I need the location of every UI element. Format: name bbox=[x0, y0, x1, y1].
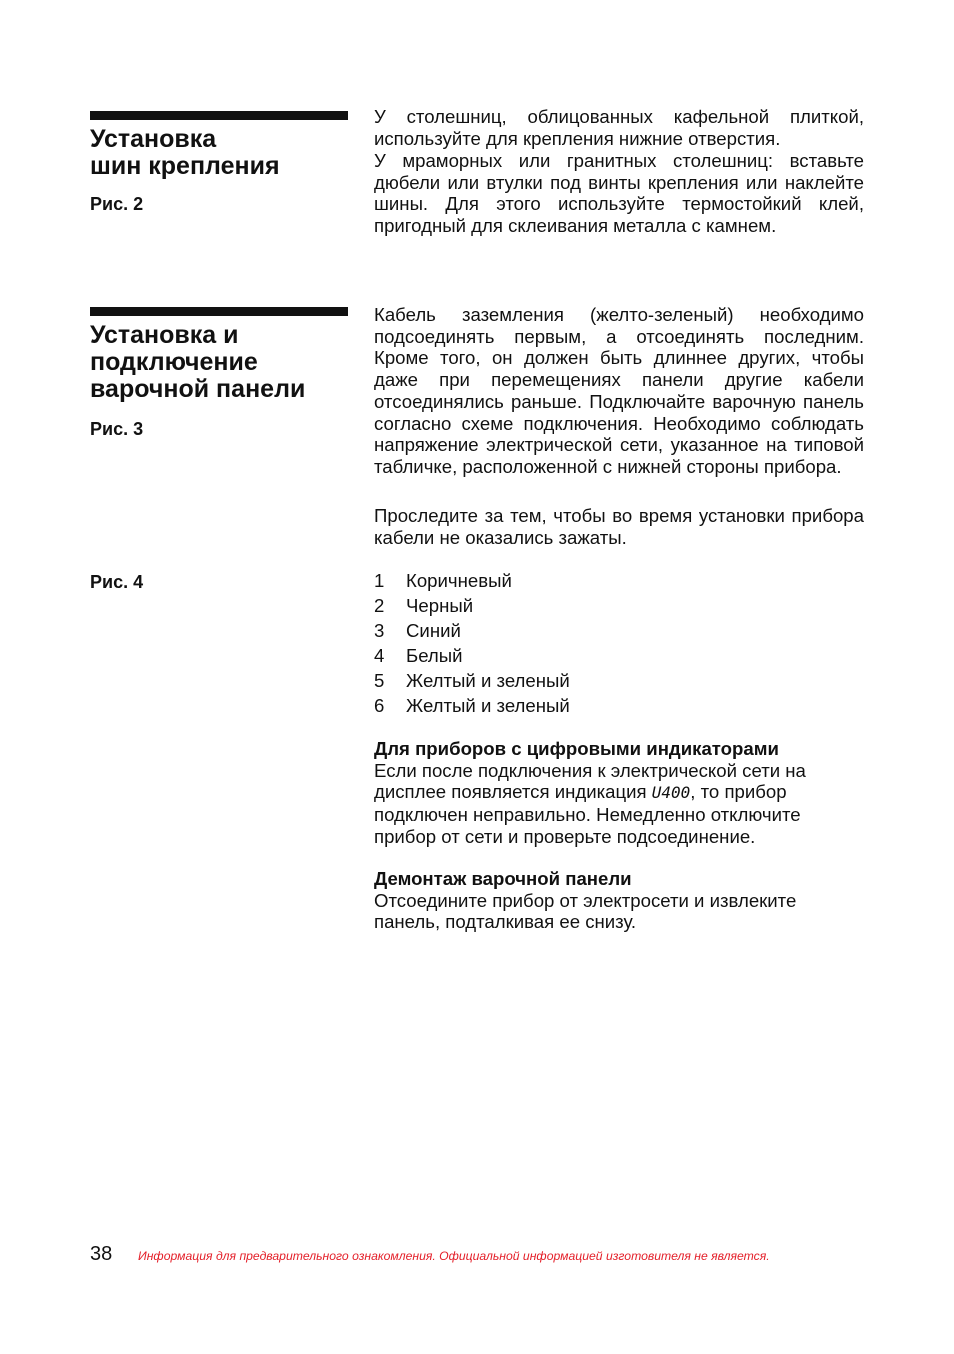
item-number: 4 bbox=[374, 644, 385, 666]
removal-title: Демонтаж варочной панели bbox=[374, 868, 632, 889]
fig-label-4: Рис. 4 bbox=[90, 572, 144, 592]
digital-indicators-block bbox=[374, 738, 864, 848]
item-number: 2 bbox=[374, 594, 385, 616]
item-text: Синий bbox=[406, 619, 461, 641]
disclaimer-note: Информация для предварительного ознакомления. Официальной информацией изготовителя не является. bbox=[138, 1249, 770, 1263]
list-item bbox=[374, 669, 570, 694]
item-text: Коричневый bbox=[406, 570, 512, 591]
mounting-paragraph-1: У столешниц, облицованных кафельной плиткой, используйте для крепления нижние отверстия. bbox=[374, 106, 864, 149]
item-number: 3 bbox=[374, 619, 385, 641]
item-text: Белый bbox=[406, 644, 463, 666]
section-rule-mounting bbox=[90, 111, 348, 120]
list-item bbox=[374, 569, 570, 594]
installation-paragraph-1: Кабель заземления (желто-зеленый) необходимо подсоединять первым, а отсоединять последним. Кроме того, он должен быть длиннее других, чтобы даже при перемещениях панели другие кабели отсоединялись раньше. Подключайте варочную панель согласно схеме подключения. Необходимо соблюдать напряжение электрической сети, указанное на типовой табличке, расположенной с нижней стороны прибора. bbox=[374, 304, 864, 477]
digital-indicators-title: Для приборов с цифровыми индикаторами bbox=[374, 738, 779, 759]
display-code: U400 bbox=[651, 783, 691, 803]
section-rule-installation bbox=[90, 307, 348, 316]
removal-text: Отсоедините прибор от электросети и извлеките панель, подталкивая ее снизу. bbox=[374, 889, 797, 933]
fig-label-2: Рис. 2 bbox=[90, 194, 144, 214]
fig-label-3: Рис. 3 bbox=[90, 419, 144, 439]
list-item bbox=[374, 594, 570, 619]
item-number: 5 bbox=[374, 669, 385, 691]
item-number: 1 bbox=[374, 570, 385, 591]
removal-block bbox=[374, 868, 864, 933]
heading-line: шин крепления bbox=[90, 152, 280, 180]
heading-line: Установка и bbox=[90, 321, 239, 349]
item-number: 6 bbox=[374, 694, 385, 716]
page-number: 38 bbox=[90, 1243, 113, 1265]
heading-line: Установка bbox=[90, 125, 217, 153]
item-text: Желтый и зеленый bbox=[406, 694, 570, 716]
heading-line: подключение bbox=[90, 348, 258, 376]
heading-mounting-rails bbox=[90, 126, 350, 180]
heading-line: варочной панели bbox=[90, 375, 306, 403]
mounting-paragraph-2: У мраморных или гранитных столешниц: вставьте дюбели или втулки под винты крепления или наклейте шины. Для этого используйте термостойкий клей, пригодный для склеивания металла с камнем. bbox=[374, 150, 864, 237]
list-item bbox=[374, 619, 570, 644]
list-item bbox=[374, 694, 570, 719]
item-text: Черный bbox=[406, 594, 474, 616]
wire-color-list bbox=[374, 569, 570, 718]
list-item bbox=[374, 644, 570, 669]
digital-indicators-text-after: , то прибор подключен неправильно. Немедленно отключите прибор от сети и проверьте подсоединение. bbox=[374, 781, 801, 847]
installation-paragraph-2: Проследите за тем, чтобы во время установки прибора кабели не оказались зажаты. bbox=[374, 505, 864, 548]
heading-installation bbox=[90, 322, 350, 403]
item-text: Желтый и зеленый bbox=[406, 669, 570, 691]
digital-indicators-text-before: Если после подключения к электрической сети на дисплее появляется индикация bbox=[374, 759, 806, 803]
